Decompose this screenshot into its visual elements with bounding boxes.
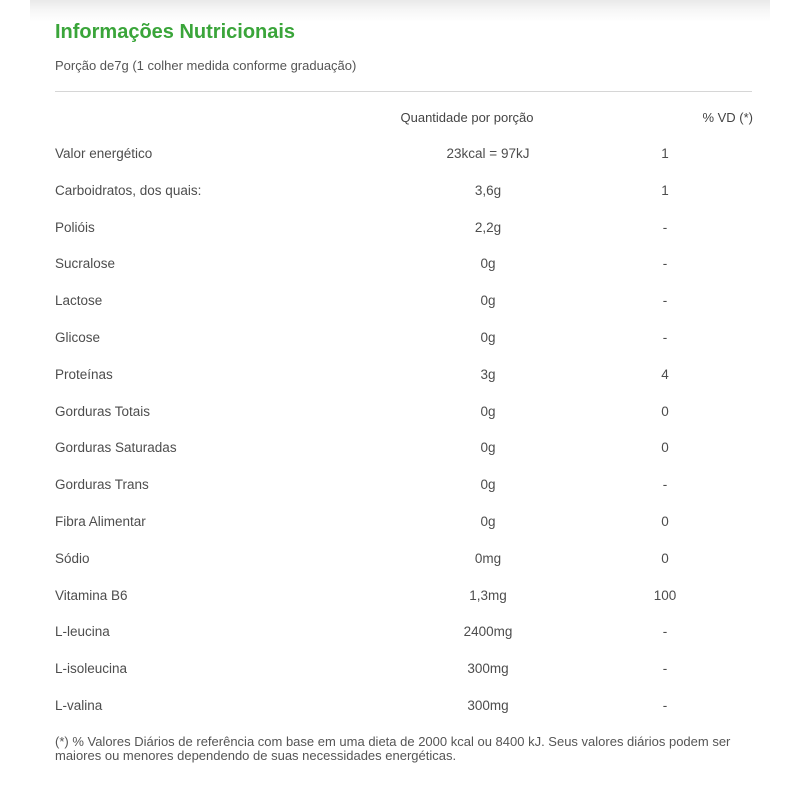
table-row bbox=[55, 393, 755, 430]
nutrient-vd: - bbox=[662, 219, 668, 235]
nutrient-name: Polióis bbox=[55, 219, 95, 235]
table-row bbox=[55, 356, 755, 393]
nutrient-quantity: 0g bbox=[480, 403, 496, 419]
nutrient-quantity: 0mg bbox=[474, 550, 502, 566]
nutrient-quantity: 0g bbox=[480, 440, 496, 456]
table-row bbox=[55, 577, 755, 614]
page-title: Informações Nutricionais bbox=[55, 21, 296, 43]
nutrient-name: L-valina bbox=[55, 697, 103, 713]
nutrient-quantity: 300mg bbox=[467, 697, 509, 713]
nutrient-vd: - bbox=[662, 256, 668, 272]
nutrient-name: L-leucina bbox=[55, 624, 110, 640]
table-row bbox=[55, 650, 755, 687]
nutrient-quantity: 2,2g bbox=[474, 219, 502, 235]
nutrient-name: L-isoleucina bbox=[55, 661, 128, 677]
nutrient-name: Gorduras Saturadas bbox=[55, 440, 177, 456]
nutrient-vd: 1 bbox=[661, 146, 669, 161]
column-header-vd: % VD (*) bbox=[702, 110, 753, 125]
table-row bbox=[55, 245, 755, 282]
table-row bbox=[55, 613, 755, 650]
serving-size: Porção de7g (1 colher medida conforme graduação) bbox=[55, 58, 357, 73]
table-row bbox=[55, 282, 755, 319]
nutrient-name: Carboidratos, dos quais: bbox=[55, 182, 202, 198]
nutrient-name: Proteínas bbox=[55, 366, 113, 382]
nutrient-vd: 0 bbox=[661, 513, 669, 529]
nutrition-table bbox=[55, 135, 755, 724]
nutrient-quantity: 0g bbox=[480, 513, 496, 529]
nutrient-quantity: 23kcal = 97kJ bbox=[446, 146, 530, 161]
nutrient-name: Fibra Alimentar bbox=[55, 513, 146, 529]
column-header-quantity: Quantidade por porção bbox=[400, 110, 534, 125]
nutrient-vd: - bbox=[662, 624, 668, 640]
table-row bbox=[55, 429, 755, 466]
table-row bbox=[55, 319, 755, 356]
header-divider bbox=[55, 91, 752, 92]
nutrient-quantity: 2400mg bbox=[463, 624, 513, 640]
nutrient-name: Sucralose bbox=[55, 256, 116, 272]
nutrient-vd: 1 bbox=[661, 182, 669, 198]
nutrient-vd: 0 bbox=[661, 550, 669, 566]
nutrient-quantity: 0g bbox=[480, 329, 496, 345]
table-row bbox=[55, 466, 755, 503]
footnote: (*) % Valores Diários de referência com base em uma dieta de 2000 kcal ou 8400 kJ. Seus valores diários podem ser maiores ou menores dependendo de suas necessidades energéticas. bbox=[55, 734, 731, 763]
nutrient-quantity: 0g bbox=[480, 293, 496, 309]
table-row bbox=[55, 172, 755, 209]
table-row bbox=[55, 687, 755, 724]
nutrient-vd: 4 bbox=[661, 366, 669, 382]
nutrient-name: Gorduras Trans bbox=[55, 477, 149, 493]
nutrient-quantity: 1,3mg bbox=[469, 587, 507, 603]
nutrient-name: Valor energético bbox=[55, 146, 153, 161]
nutrition-panel bbox=[55, 0, 755, 800]
nutrient-vd: - bbox=[662, 477, 668, 493]
nutrient-quantity: 0g bbox=[480, 477, 496, 493]
nutrient-vd: - bbox=[662, 329, 668, 345]
nutrient-name: Vitamina B6 bbox=[55, 587, 128, 603]
nutrient-vd: 100 bbox=[653, 587, 677, 603]
table-row bbox=[55, 503, 755, 540]
nutrient-name: Gorduras Totais bbox=[55, 403, 151, 419]
nutrient-vd: - bbox=[662, 697, 668, 713]
nutrient-vd: - bbox=[662, 293, 668, 309]
nutrient-vd: 0 bbox=[661, 403, 669, 419]
nutrient-name: Glicose bbox=[55, 329, 101, 345]
nutrient-quantity: 3,6g bbox=[474, 182, 502, 198]
nutrient-quantity: 300mg bbox=[467, 661, 509, 677]
nutrient-vd: - bbox=[662, 661, 668, 677]
nutrient-quantity: 3g bbox=[480, 366, 496, 382]
nutrient-name: Lactose bbox=[55, 293, 103, 309]
nutrient-vd: 0 bbox=[661, 440, 669, 456]
table-row bbox=[55, 135, 755, 172]
nutrient-quantity: 0g bbox=[480, 256, 496, 272]
nutrient-name: Sódio bbox=[55, 550, 90, 566]
table-row bbox=[55, 209, 755, 246]
table-row bbox=[55, 540, 755, 577]
